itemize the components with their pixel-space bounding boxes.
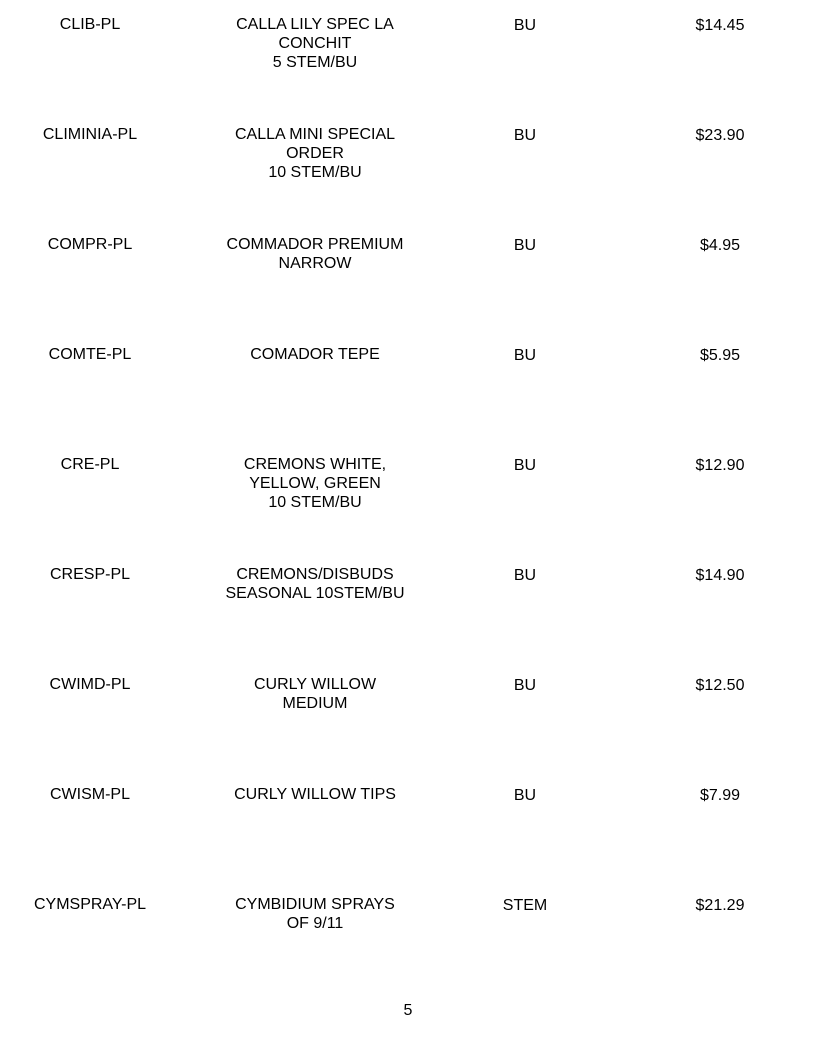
item-price: $7.99 (699, 787, 741, 804)
item-unit: BU (513, 237, 537, 254)
table-row (0, 785, 816, 845)
item-code: CWISM-PL (50, 786, 130, 803)
item-price: $12.50 (695, 677, 745, 694)
item-unit: BU (513, 457, 537, 474)
table-row (0, 235, 816, 295)
item-description: CURLY WILLOW MEDIUM (253, 676, 377, 712)
item-code: CRESP-PL (49, 566, 131, 583)
item-code: CWIMD-PL (49, 676, 131, 693)
item-unit: BU (513, 567, 537, 584)
item-code: COMTE-PL (48, 346, 132, 363)
item-description: CREMONS WHITE, YELLOW, GREEN 10 STEM/BU (243, 456, 387, 511)
item-code: CRE-PL (60, 456, 120, 473)
table-row (0, 565, 816, 625)
table-row (0, 675, 816, 735)
item-code: COMPR-PL (47, 236, 133, 253)
item-description: COMMADOR PREMIUM NARROW (226, 236, 404, 272)
item-price: $23.90 (695, 127, 745, 144)
item-description: CYMBIDIUM SPRAYS OF 9/11 (235, 896, 395, 932)
item-unit: BU (513, 787, 537, 804)
table-row (0, 895, 816, 955)
item-unit: BU (513, 17, 537, 34)
item-code: CLIB-PL (59, 16, 121, 33)
item-unit: BU (513, 677, 537, 694)
item-price: $4.95 (699, 237, 741, 254)
item-description: CALLA LILY SPEC LA CONCHIT 5 STEM/BU (236, 16, 394, 71)
item-unit: STEM (502, 897, 548, 914)
table-row (0, 15, 816, 75)
item-price: $14.90 (695, 567, 745, 584)
item-unit: BU (513, 127, 537, 144)
item-description: CREMONS/DISBUDS SEASONAL 10STEM/BU (225, 566, 405, 602)
item-description: CURLY WILLOW TIPS (234, 786, 396, 803)
item-price: $21.29 (695, 897, 745, 914)
item-unit: BU (513, 347, 537, 364)
table-row (0, 455, 816, 515)
item-description: CALLA MINI SPECIAL ORDER 10 STEM/BU (234, 126, 396, 181)
item-price: $5.95 (699, 347, 741, 364)
item-code: CLIMINIA-PL (42, 126, 138, 143)
page-number: 5 (403, 1002, 413, 1019)
item-price: $14.45 (695, 17, 745, 34)
table-row (0, 345, 816, 405)
item-description: COMADOR TEPE (250, 346, 380, 363)
item-price: $12.90 (695, 457, 745, 474)
item-code: CYMSPRAY-PL (33, 896, 147, 913)
table-row (0, 125, 816, 185)
